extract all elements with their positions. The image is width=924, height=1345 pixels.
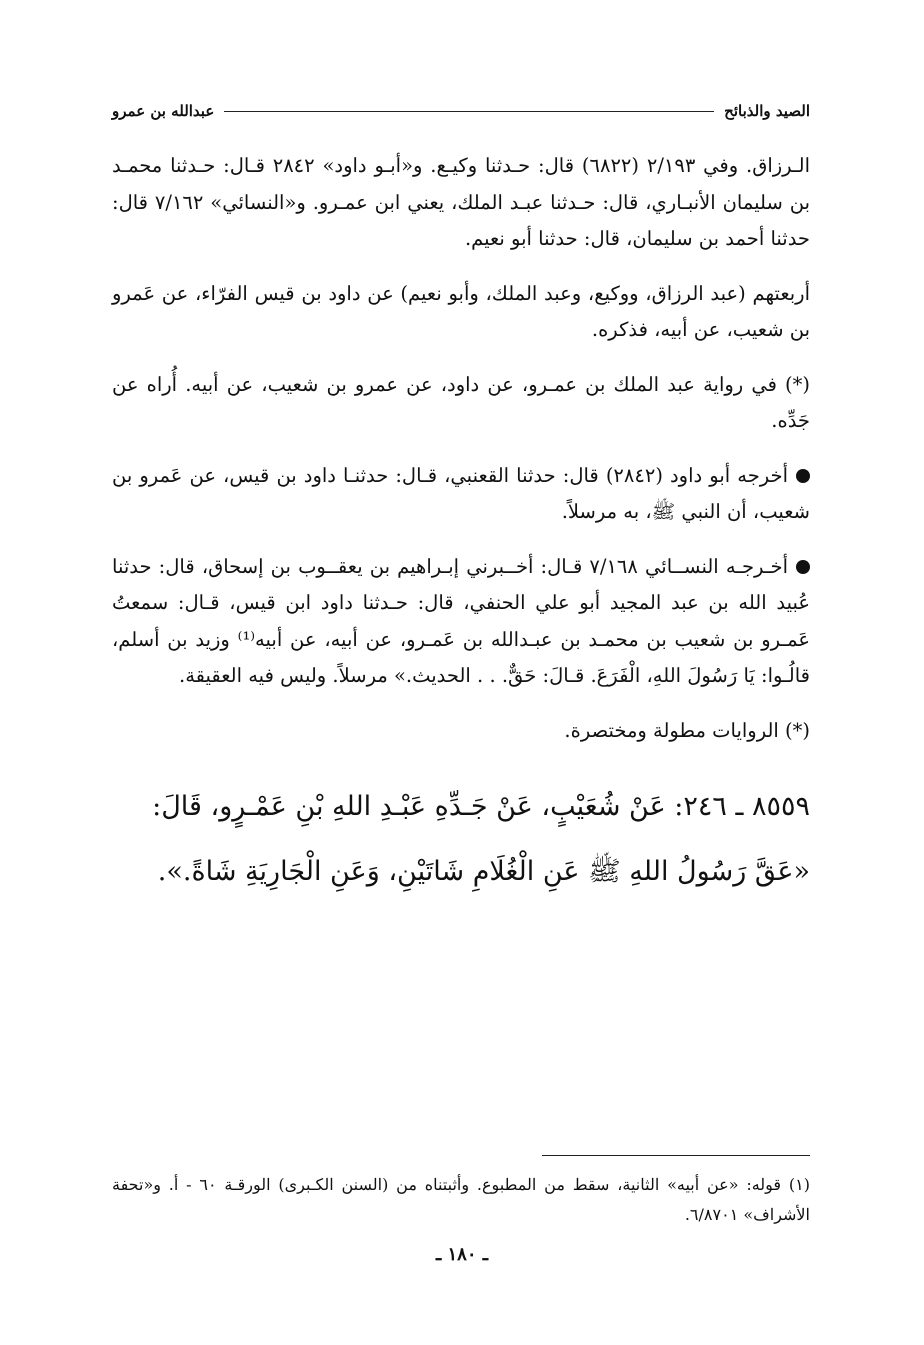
paragraph-note-narrations: (*) الروايات مطولة ومختصرة. [564,718,810,742]
hadith-heading: ٨٥٥٩ ـ ٢٤٦: عَنْ شُعَيْبٍ، عَنْ جَـدِّهِ عَبْـدِ اللهِ بْنِ عَمْـرٍو، قَالَ: [152,791,810,822]
footnote: (١) قوله: «عن أبيه» الثانية، سقط من المطبوع. وأثبتناه من (السنن الكـبرى) الورقـة ٦٠ - أ. و«تحفة الأشراف» ٦/٨٧٠١. [112,1175,810,1224]
header-section-title: عبدالله بن عمرو [112,102,215,120]
paragraph-nasai-text: أخـرجـه النســائي ٧/١٦٨ قـال: أخــبرني إبـراهيم بن يعقــوب بن إسحاق، قال: حدثنا عُبيد الله بن عبد المجيد أبو علي الحنفي، قال: حـدثنا داود ابن قيس، قـال: سمعتُ عَمـرو بن شعيب بن محمـد بن عبـدالله بن عَمـرو، عن أبيه، عن أبيه⁽¹⁾ وزيد بن أسلم، قالُـوا: يَا رَسُولَ اللهِ، الْفَرَعَ. قـالَ: حَقٌّ. . . الحديث.» مرسلاً. وليس فيه العقيقة. [112,554,810,687]
bullet-icon [796,469,810,483]
paragraph-narrators: أربعتهم (عبد الرزاق، ووكيع، وعبد الملك، وأبو نعيم) عن داود بن قيس الفرّاء، عن عَمرو بن شعيب، عن أبيه، فذكره. [112,281,810,341]
page-number: ـ ١٨٠ ـ [435,1244,489,1265]
paragraph-abu-dawud [112,458,810,531]
paragraph-abu-dawud-text: أخرجه أبو داود (٢٨٤٢) قال: حدثنا القعنبي، قـال: حدثنـا داود بن قيس، عن عَمرو بن شعيب، أن النبي ﷺ، به مرسلاً. [112,463,810,523]
paragraph-nasai [112,549,810,695]
header-rule [224,111,714,112]
paragraph-note-abdulmalik: (*) في رواية عبد الملك بن عمـرو، عن داود، عن عمرو بن شعيب، عن أبيه. أُراه عن جَدِّه. [112,372,810,432]
header-chapter-title: الصيد والذبائح [724,102,810,120]
page-body [112,148,810,897]
bullet-icon [796,560,810,574]
hadith-text: «عَقَّ رَسُولُ اللهِ ﷺ عَنِ الْغُلَامِ شَاتَيْنِ، وَعَنِ الْجَارِيَةِ شَاةً.». [157,856,810,887]
paragraph-sources: الـرزاق. وفي ٢/١٩٣ (٦٨٢٢) قال: حـدثنا وكيـع. و«أبـو داود» ٢٨٤٢ قـال: حـدثنا محمـد بن سليمان الأنبـاري، قال: حـدثنا عبـد الملك، يعني ابن عمـرو. و«النسائي» ٧/١٦٢ قال: حدثنا أحمد بن سليمان، قال: حدثنا أبو نعيم. [112,154,810,250]
footnote-rule [542,1155,810,1156]
running-header [112,98,810,124]
